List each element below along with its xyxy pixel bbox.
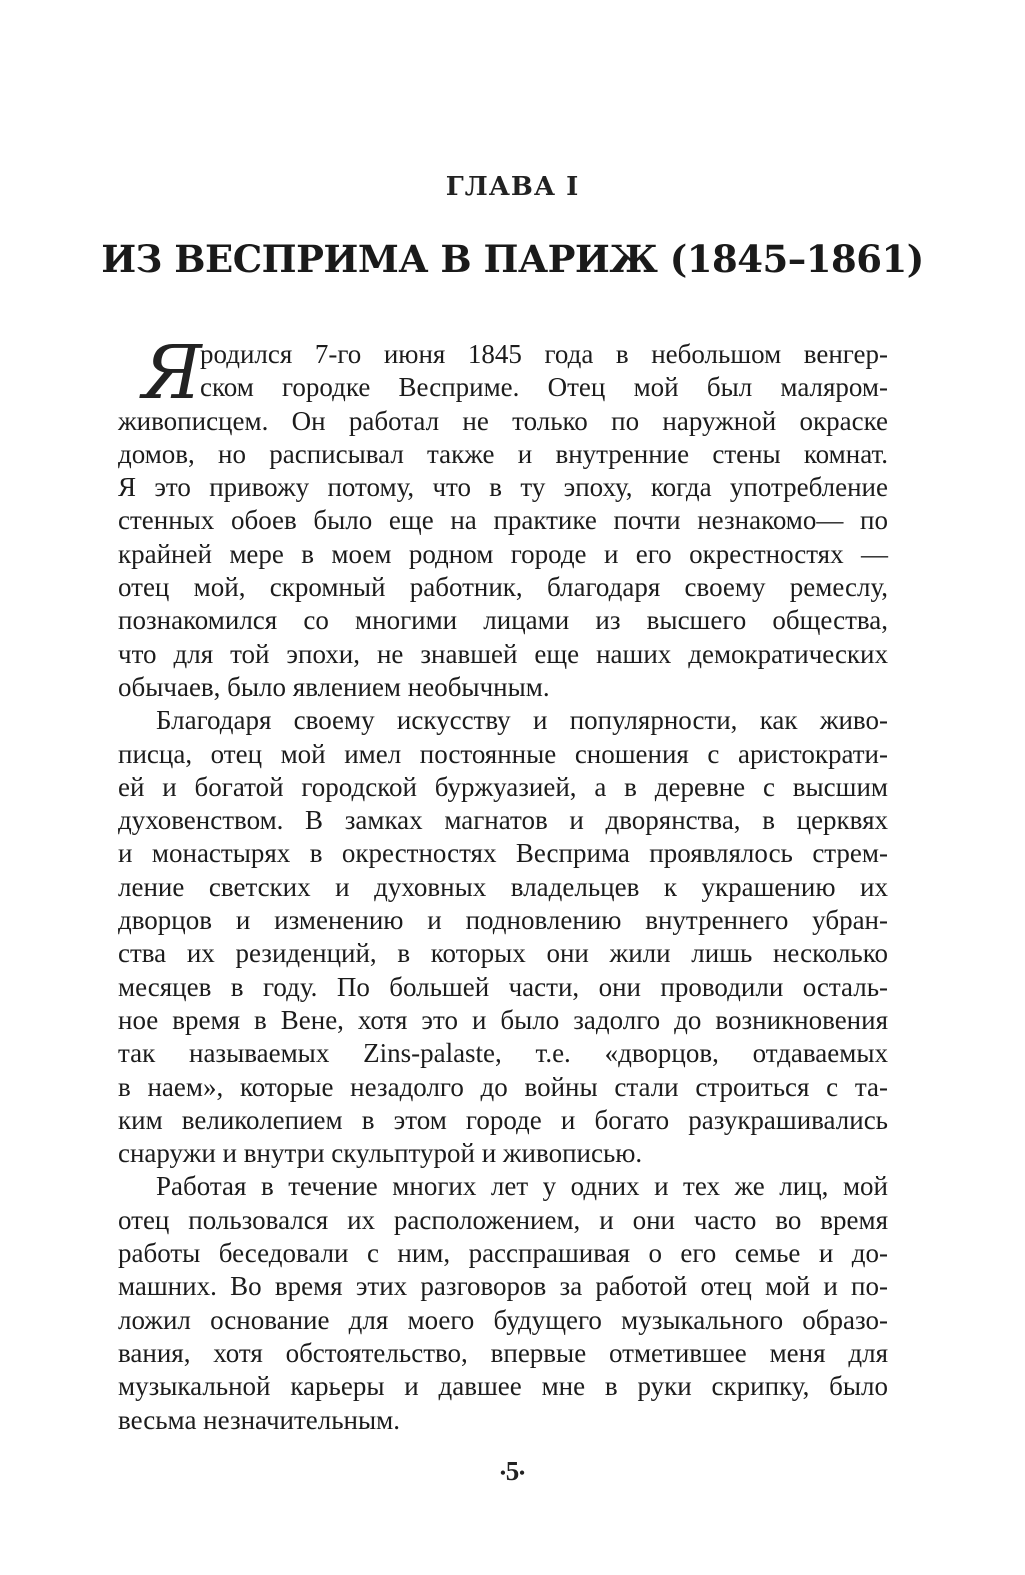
page-number-value: 5 (505, 1456, 520, 1486)
text-line: машних. Во время этих разговоров за работой отец мой и по- (118, 1271, 888, 1302)
chapter-title: ИЗ ВЕСПРИМА В ПАРИЖ (1845–1861) (101, 237, 924, 281)
text-line: ложил основание для моего будущего музыкального образо- (118, 1304, 888, 1335)
chapter-label: ГЛАВА I (445, 172, 580, 202)
text-line: дворцов и изменению и подновлению внутреннего убран- (118, 905, 888, 936)
bullet-left: • (500, 1464, 506, 1482)
text-line: отец мой, скромный работник, благодаря своему ремеслу, (118, 572, 888, 603)
text-line: так называемых Zins-palaste, т.е. «дворцов, отдаваемых (118, 1038, 888, 1069)
text-line: весьма незначительным. (118, 1404, 400, 1435)
text-line: месяцев в году. По большей части, они проводили осталь- (118, 971, 888, 1002)
text-line: стенных обоев было еще на практике почти незнакомо— по (118, 505, 888, 536)
text-line: Я это привожу потому, что в ту эпоху, когда употребление (118, 472, 888, 503)
text-line: ление светских и духовных владельцев к украшению их (118, 871, 888, 902)
text-line: снаружи и внутри скульптурой и живописью. (118, 1138, 643, 1169)
text-line: работы беседовали с ним, расспрашивая о его семье и до- (118, 1238, 888, 1269)
text-line: крайней мере в моем родном городе и его окрестностях — (118, 538, 888, 569)
text-line: живописцем. Он работал не только по наружной окраске (118, 405, 888, 436)
text-line: ким великолепием в этом городе и богато разукрашивались (118, 1104, 888, 1135)
text-line: родился 7-го июня 1845 года в небольшом венгер- (200, 339, 888, 369)
drop-cap: Я (142, 330, 202, 416)
text-line: обычаев, было явлением необычным. (118, 671, 550, 702)
text-line: домов, но расписывал также и внутренние стены комнат. (118, 438, 888, 469)
body-text (118, 330, 888, 1437)
text-line: музыкальной карьеры и давшее мне в руки скрипку, было (118, 1371, 888, 1402)
text-line: духовенством. В замках магнатов и дворянства, в церквях (118, 805, 888, 836)
text-line: Благодаря своему искусству и популярности, как живо- (156, 705, 888, 736)
text-line: познакомился со многими лицами из высшего общества, (118, 605, 888, 636)
bullet-right: • (519, 1464, 525, 1482)
text-line: и монастырях в окрестностях Весприма проявлялось стрем- (118, 838, 888, 869)
text-line: ей и богатой городской буржуазией, а в деревне с высшим (118, 771, 888, 802)
text-line: писца, отец мой имел постоянные сношения с аристократи- (118, 738, 888, 769)
text-line: ное время в Вене, хотя это и было задолго до возникновения (118, 1004, 888, 1035)
text-line: ства их резиденций, в которых они жили лишь несколько (118, 938, 888, 969)
text-line: что для той эпохи, не знавшей еще наших демократических (118, 638, 888, 669)
text-line: вания, хотя обстоятельство, впервые отметившее меня для (118, 1337, 888, 1368)
text-line: ском городке Весприме. Отец мой был маляром- (200, 372, 888, 403)
text-line: отец пользовался их расположением, и они часто во время (118, 1204, 888, 1235)
page-number (0, 1456, 1025, 1487)
text-line: в наем», которые незадолго до войны стали строиться с та- (118, 1071, 888, 1102)
text-line: Работая в течение многих лет у одних и тех же лиц, мой (156, 1171, 888, 1202)
